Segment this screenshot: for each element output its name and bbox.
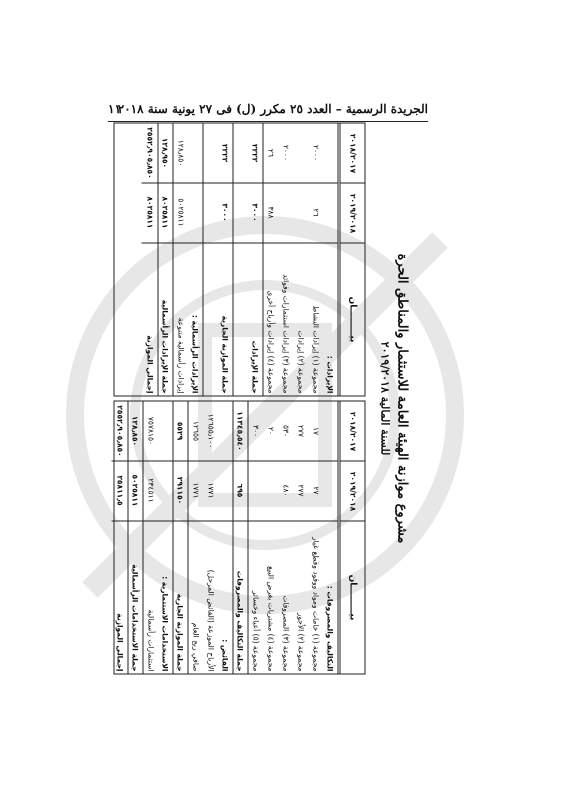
row-value-2019 (203, 182, 219, 243)
row-value-2019: ٢٣٤٥١١ (143, 460, 159, 521)
table-row (308, 123, 324, 395)
row-value-2018: ٥٣٠ (278, 401, 294, 461)
row-value-2018: ٢٠٠٠ (278, 123, 294, 183)
row-value-2019: ٨٠٢٥٨١١ (157, 182, 173, 243)
table-row (157, 401, 174, 673)
table-row (278, 401, 294, 673)
budget-caption (370, 122, 410, 674)
table-row (248, 401, 264, 673)
row-label: مجموعة (٤) إيرادات وأرباح أخرى (266, 289, 276, 393)
row-value-2019: ٦٩٥ (232, 460, 248, 521)
row-value-2019: ٢٧٧ (293, 460, 309, 521)
row-value-2019: ٥٠٢٥٨١١ (173, 182, 189, 243)
table-row (142, 123, 159, 395)
row-value-2019: ١٧٧١ (188, 460, 204, 521)
row-label: إجمالي الموازنة (115, 612, 125, 671)
row-value-2018: ٣٠٠ (248, 401, 264, 461)
gazette-title: الجريدة الرسمية – العدد ٢٥ مكرر (ل) فى ٢٧ يونية سنة ٢٠١٨ (117, 102, 428, 116)
row-value-2019: ٣٠٠٠ (217, 182, 233, 243)
row-label: مجموعة (٣) المصروفات (281, 594, 291, 671)
row-label: مجموعة (٥) أعباء وخسائر (251, 590, 261, 671)
row-value-2019: ٢٩١١٥٠ (172, 460, 188, 521)
table-row (203, 123, 219, 395)
row-value-2018: ٢٠٠٠ (308, 123, 324, 183)
row-value-2019 (293, 182, 309, 243)
row-value-2019: ٥٠٢٥٨١١ (127, 460, 143, 521)
income-table-header (340, 123, 365, 395)
table-row (293, 123, 309, 395)
row-value-2018 (322, 401, 338, 461)
table-row (112, 401, 129, 673)
table-row (293, 401, 309, 673)
row-label: مجموعة (١) إيرادات النشاط (311, 304, 321, 393)
row-label: إيرادات رأسمالية متنوعة (176, 317, 186, 393)
row-value-2019: ٣٠٠٠ (247, 182, 263, 243)
header-year-2018: ٢٠١٨/٢٠١٧ (348, 133, 358, 173)
row-value-2018: ٢٢٢٢ (217, 123, 233, 183)
header-year-2019: ٢٠١٩/٢٠١٨ (341, 182, 365, 243)
row-label: جملة الموازنة الجارية (220, 315, 230, 393)
row-value-2018: ١٢٦٥٥٫١٠٠ (203, 401, 219, 461)
row-value-2018: ٢٥٥٢٫٩٠٥٫٨٥٠ (142, 123, 158, 183)
table-row (217, 401, 234, 673)
table-row (233, 123, 249, 395)
row-value-2019: ٣٨٨ (263, 182, 279, 243)
row-value-2018: ٢٢٢٢ (247, 123, 263, 183)
row-value-2019: ٤٨٠ (278, 460, 294, 521)
row-value-2019: ٢٦ (308, 182, 324, 243)
row-label: الأرباح الموزعة (الفائض المرحل) (206, 569, 216, 671)
row-label: جملة التكاليف والمصروفات (235, 570, 245, 671)
table-row (187, 123, 204, 395)
row-value-2019 (322, 460, 338, 521)
row-value-2019 (278, 182, 294, 243)
row-label: استثمارات رأسمالية (146, 609, 156, 671)
table-row (322, 401, 339, 673)
row-label: جملة الاستخدامات الرأسمالية (130, 563, 140, 671)
row-value-2018: ٥٥٢٩ (172, 401, 188, 461)
header-statement: بيـــــــــان (341, 242, 365, 395)
row-value-2018 (217, 401, 233, 461)
table-row (203, 401, 219, 673)
row-value-2018 (157, 401, 173, 461)
row-value-2018 (203, 123, 219, 183)
row-value-2018: ٢٥٥٢٫٩٠٥٫٨٥٠ (112, 401, 128, 461)
row-label: جملة الموازنة الجارية (175, 593, 185, 671)
header-year-2018: ٢٠١٨/٢٠١٧ (348, 411, 358, 451)
row-label: مجموعة (٢) إيرادات (296, 329, 306, 393)
income-table (114, 122, 366, 396)
row-label: التكاليف والمصروفات : (325, 585, 335, 671)
row-label: صافي ربح العام (191, 622, 201, 671)
table-row (263, 401, 279, 673)
row-value-2019 (233, 182, 249, 243)
table-row (127, 401, 144, 673)
budget-sheet (111, 122, 414, 674)
row-value-2018: ١٢٨٫٨٥٠ (127, 401, 143, 461)
row-value-2019 (248, 460, 264, 521)
table-row (322, 123, 339, 395)
row-value-2019 (187, 182, 203, 243)
row-value-2018 (293, 123, 309, 183)
row-label: الإيرادات الرأسمالية : (190, 314, 200, 393)
row-value-2018: ١٧ (308, 401, 324, 461)
table-row (278, 123, 294, 395)
row-label: الإيرادات : (325, 355, 335, 393)
table-row (247, 123, 264, 395)
row-value-2019: ٨٠٢٥٨١١ (142, 182, 158, 243)
row-label: الاستخدامات الاستثمارية : (160, 575, 170, 671)
row-label: مجموعة (٣) إيرادات استثمارات وفوائد (281, 273, 291, 393)
header-statement: بيـــــــــان (341, 520, 365, 673)
row-label: جملة الإيرادات (250, 340, 260, 393)
page-number: ١١ (108, 102, 121, 116)
row-value-2019 (157, 460, 173, 521)
row-value-2018: ١٢٨٫٩٥٠ (157, 123, 173, 183)
header-year-2019: ٢٠١٩/٢٠١٨ (341, 460, 365, 521)
row-label: جملة الإيرادات الرأسمالية (160, 299, 170, 393)
table-row (308, 401, 324, 673)
row-value-2018: ٢٧٧ (293, 401, 309, 461)
row-value-2019 (263, 460, 279, 521)
row-label: الفائض : (220, 638, 230, 671)
caption-title: مشروع موازنة الهيئة العامة للاستثمار والمناطق الحرة (394, 253, 410, 543)
row-value-2018 (187, 123, 203, 183)
row-label: مجموعة (١) خامات ومواد ووقود وقطع غيار (311, 536, 321, 671)
caption-fiscal-year: للسنة المالية ٢٠١٩/٢٠١٨ (378, 341, 392, 455)
row-value-2018: ٢٠ (263, 401, 279, 461)
row-value-2019: ١٧٧١ (203, 460, 219, 521)
costs-table (114, 400, 366, 674)
row-value-2018: ٢٦ (263, 123, 279, 183)
page-header (108, 99, 428, 122)
row-label: مجموعة (٤) مشتريات بغرض البيع (266, 565, 276, 671)
table-row (232, 401, 249, 673)
row-value-2019: ٢٧ (308, 460, 324, 521)
row-value-2018 (322, 123, 338, 183)
row-value-2018 (233, 123, 249, 183)
row-value-2018: ١١٣٤٥٫٥٤٠ (232, 401, 248, 461)
table-row (173, 123, 189, 395)
row-value-2018: ٧٥٧٨١٥٠ (143, 401, 159, 461)
table-row (263, 123, 279, 395)
table-row (172, 401, 189, 673)
row-label (203, 243, 219, 395)
row-value-2019 (217, 460, 233, 521)
table-row (188, 401, 204, 673)
row-value-2019: ٢٥٨١١٫٥ (112, 460, 128, 521)
row-value-2019 (322, 182, 338, 243)
row-label: مجموعة (٢) الأجور (296, 612, 306, 671)
row-value-2018: ١٢٦٥٥ (188, 401, 204, 461)
table-row (217, 123, 234, 395)
row-label: إجمالي الموازنة (145, 334, 155, 393)
table-row (157, 123, 174, 395)
row-value-2018: ١٢٨٫٨٥٠ (173, 123, 189, 183)
table-row (143, 401, 159, 673)
row-label (233, 243, 249, 395)
costs-table-header (340, 401, 365, 673)
